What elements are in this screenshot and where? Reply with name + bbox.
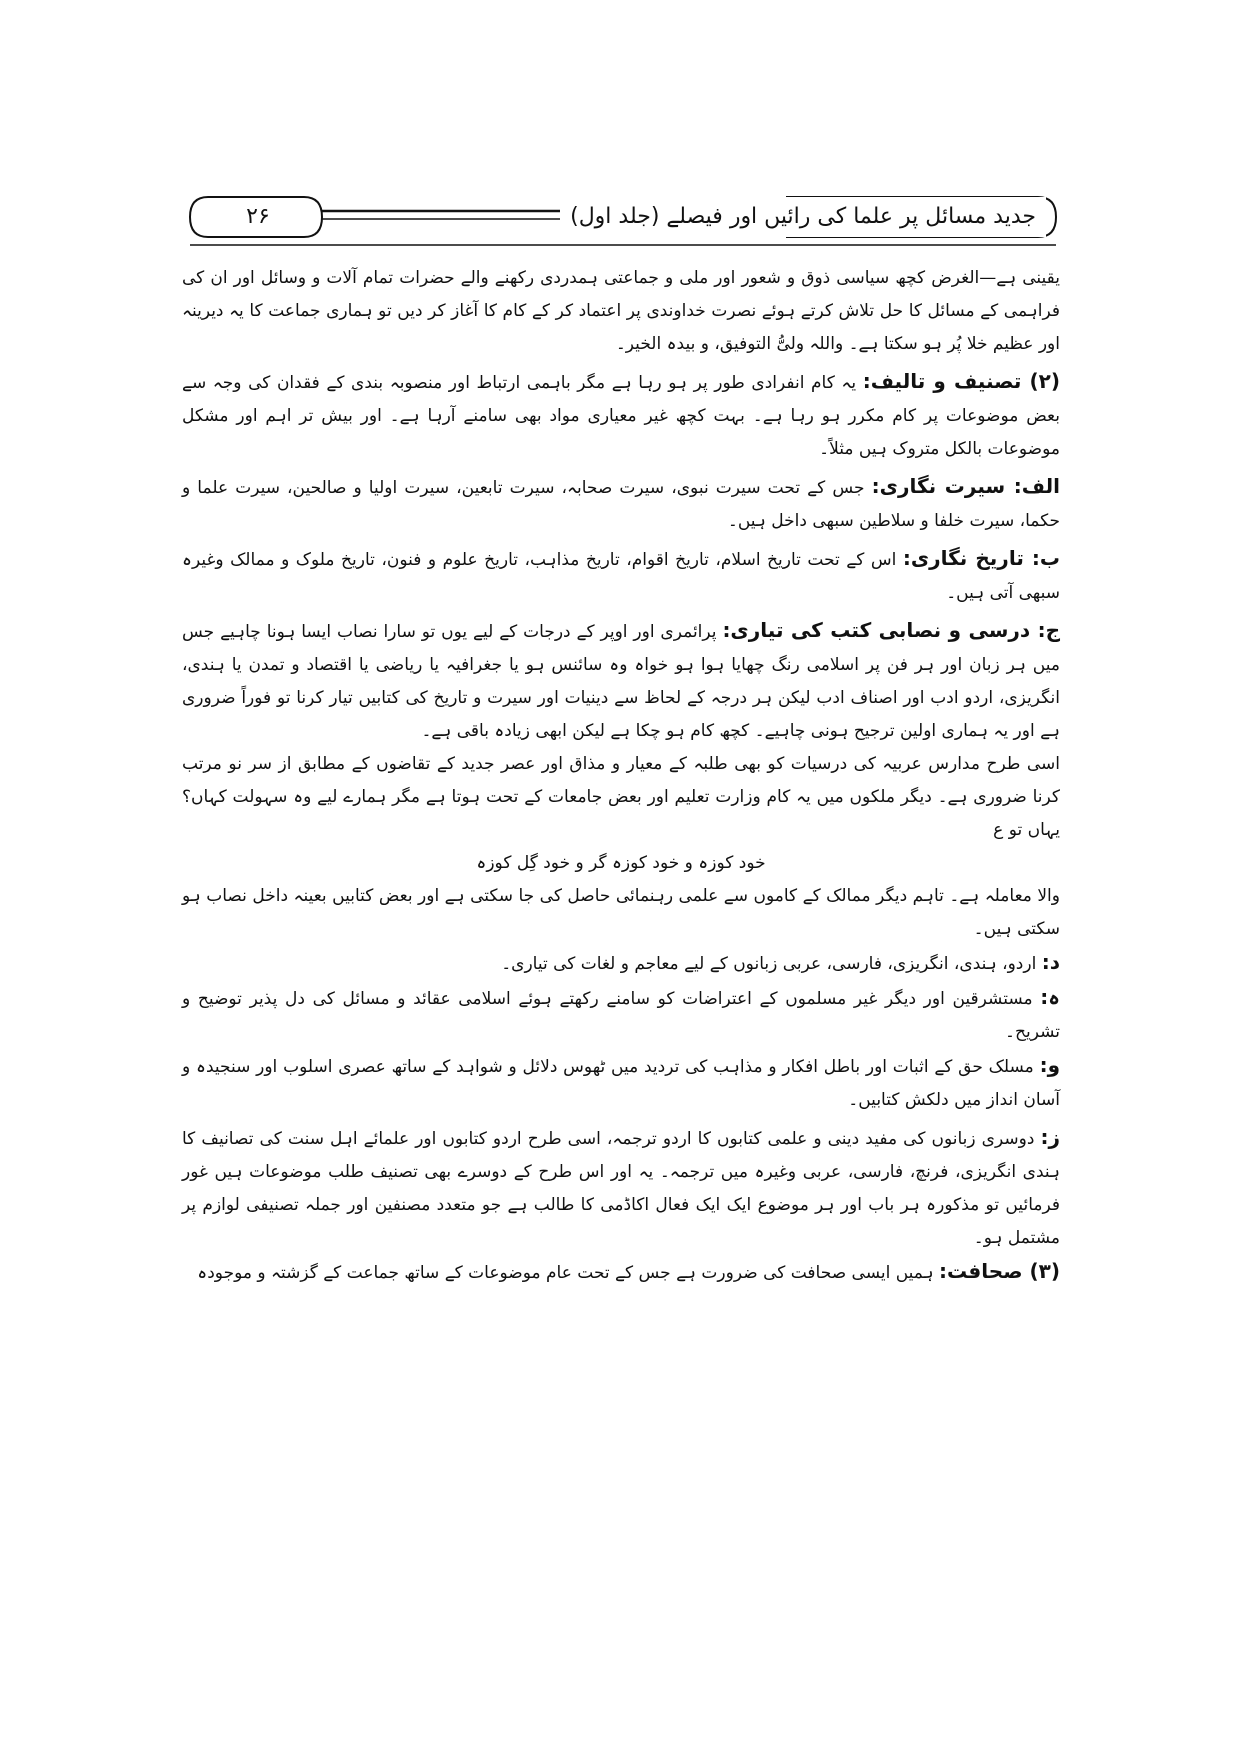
item-jeem-paragraph <box>182 614 1060 748</box>
item-be-text: اس کے تحت تاریخ اسلام، تاریخ اقوام، تاریخ مذاہب، تاریخ علوم و فنون، تاریخ ملوک و ممالک وغیرہ سبھی آتی ہیں۔ <box>182 550 1060 603</box>
item-be-paragraph <box>182 542 1060 610</box>
item-alif-heading: الف: سیرت نگاری: <box>871 474 1060 498</box>
item-ze-paragraph <box>182 1121 1060 1255</box>
item-alif-paragraph <box>182 470 1060 538</box>
paragraph-muamala: والا معاملہ ہے۔ تاہم دیگر ممالک کے کاموں سے علمی رہنمائی حاصل کی جا سکتی ہے اور بعض کتابیں بعینہ داخل نصاب ہو سکتی ہیں۔ <box>182 886 1060 939</box>
item-dal-text: اردو، ہندی، انگریزی، فارسی، عربی زبانوں کے لیے معاجم و لغات کی تیاری۔ <box>501 954 1037 974</box>
item-he-heading: ہ: <box>1040 985 1060 1009</box>
section-2-paragraph <box>182 365 1060 466</box>
verse-line: خود کوزہ و خود کوزہ گر و خود گِل کوزہ <box>476 853 766 873</box>
item-dal-paragraph <box>182 946 1060 981</box>
item-he-paragraph <box>182 981 1060 1049</box>
item-jeem-heading: ج: درسی و نصابی کتب کی تیاری: <box>722 618 1060 642</box>
paragraph-conclusion: یقینی ہے—الغرض کچھ سیاسی ذوق و شعور اور ملی و جماعتی ہمدردی رکھنے والے حضرات تمام آلات و وسائل اور ان کی فراہمی کے مسائل کا حل تلاش کرتے ہوئے نصرت خداوندی پر اعتماد کر کے کام کا آغاز کر دیں تو ہماری جماعت کا یہ دیرینہ اور عظیم خلا پُر ہو سکتا ہے۔ واللہ ولیُّ التوفیق، و بیدہ الخیر۔ <box>182 268 1060 354</box>
item-dal-heading: د: <box>1041 950 1060 974</box>
item-ze-heading: ز: <box>1040 1125 1061 1149</box>
page-header <box>186 193 1060 249</box>
section-3-text: ہمیں ایسی صحافت کی ضرورت ہے جس کے تحت عام موضوعات کے ساتھ جماعت کے گزشتہ و موجودہ <box>197 1263 934 1283</box>
page-body <box>182 262 1060 1290</box>
item-he-text: مستشرقین اور دیگر غیر مسلموں کے اعتراضات کو سامنے رکھتے ہوئے اسلامی عقائد و مسائل کی دل پذیر توضیح و تشریح۔ <box>182 989 1060 1042</box>
section-3-paragraph <box>182 1255 1060 1290</box>
item-wao-heading: و: <box>1039 1053 1061 1077</box>
item-ze-text: دوسری زبانوں کی مفید دینی و علمی کتابوں کا اردو ترجمہ، اسی طرح اردو کتابوں اور علمائے اہل سنت کی تصانیف کا ہندی انگریزی، فرنچ، فارسی، عربی وغیرہ میں ترجمہ۔ یہ اور اس طرح کے دوسرے بھی تصنیف طلب موضوعات ہیں غور فرمائیں تو مذکورہ ہر باب اور ہر موضوع ایک ایک فعال اکاڈمی کا طالب ہے جو متعدد مصنفین اور جملہ تصنیفی لوازم پر مشتمل ہو۔ <box>182 1129 1060 1248</box>
section-2-text: یہ کام انفرادی طور پر ہو رہا ہے مگر باہمی ارتباط اور منصوبہ بندی کے فقدان کی وجہ سے بعض موضوعات پر کام مکرر ہو رہا ہے۔ بہت کچھ غیر معیاری مواد بھی سامنے آرہا ہے۔ اور بیش تر اہم اور مشکل موضوعات بالکل متروک ہیں مثلاً۔ <box>182 373 1060 459</box>
item-jeem-text: پرائمری اور اوپر کے درجات کے لیے یوں تو سارا نصاب ایسا ہونا چاہیے جس میں ہر زبان اور ہر فن پر اسلامی رنگ چھایا ہوا ہو خواہ وہ سائنس ہو یا جغرافیہ یا ریاضی یا اقتصاد و تمدن یا ہندی، انگریزی، اردو ادب اور اصناف ادب لیکن ہر درجہ کے لحاظ سے دینیات اور سیرت و تاریخ کی کتابیں تیار کرنا تو فوراً ضروری ہے اور یہ ہماری اولین ترجیح ہونی چاہیے۔ کچھ کام ہو چکا ہے لیکن ابھی زیادہ باقی ہے۔ <box>182 622 1060 741</box>
section-2-heading: (۲) تصنیف و تالیف: <box>862 369 1061 393</box>
item-wao-paragraph <box>182 1049 1060 1117</box>
item-alif-text: جس کے تحت سیرت نبوی، سیرت صحابہ، سیرت تابعین، سیرت اولیا و صالحین، سیرت علما و حکما، سیرت خلفا و سلاطین سبھی داخل ہیں۔ <box>182 478 1060 531</box>
section-3-heading: (۳) صحافت: <box>939 1259 1060 1283</box>
page-number: ۲۶ <box>246 204 270 229</box>
item-be-heading: ب: تاریخ نگاری: <box>902 546 1060 570</box>
running-title: جدید مسائل پر علما کی رائیں اور فیصلے (جلد اول) <box>560 197 1046 237</box>
item-wao-text: مسلک حق کے اثبات اور باطل افکار و مذاہب کی تردید میں ٹھوس دلائل و شواہد کے ساتھ عصری اسلوب اور سنجیدہ و آسان انداز میں دلکش کتابیں۔ <box>182 1057 1060 1110</box>
paragraph-madaris: اسی طرح مدارس عربیہ کی درسیات کو بھی طلبہ کے معیار و مذاق اور عصر جدید کے تقاضوں کے مطابق از سر نو مرتب کرنا ضروری ہے۔ دیگر ملکوں میں یہ کام وزارت تعلیم اور بعض جامعات کے تحت ہوتا ہے مگر ہمارے لیے وہ سہولت کہاں؟ یہاں تو ع <box>182 754 1060 840</box>
